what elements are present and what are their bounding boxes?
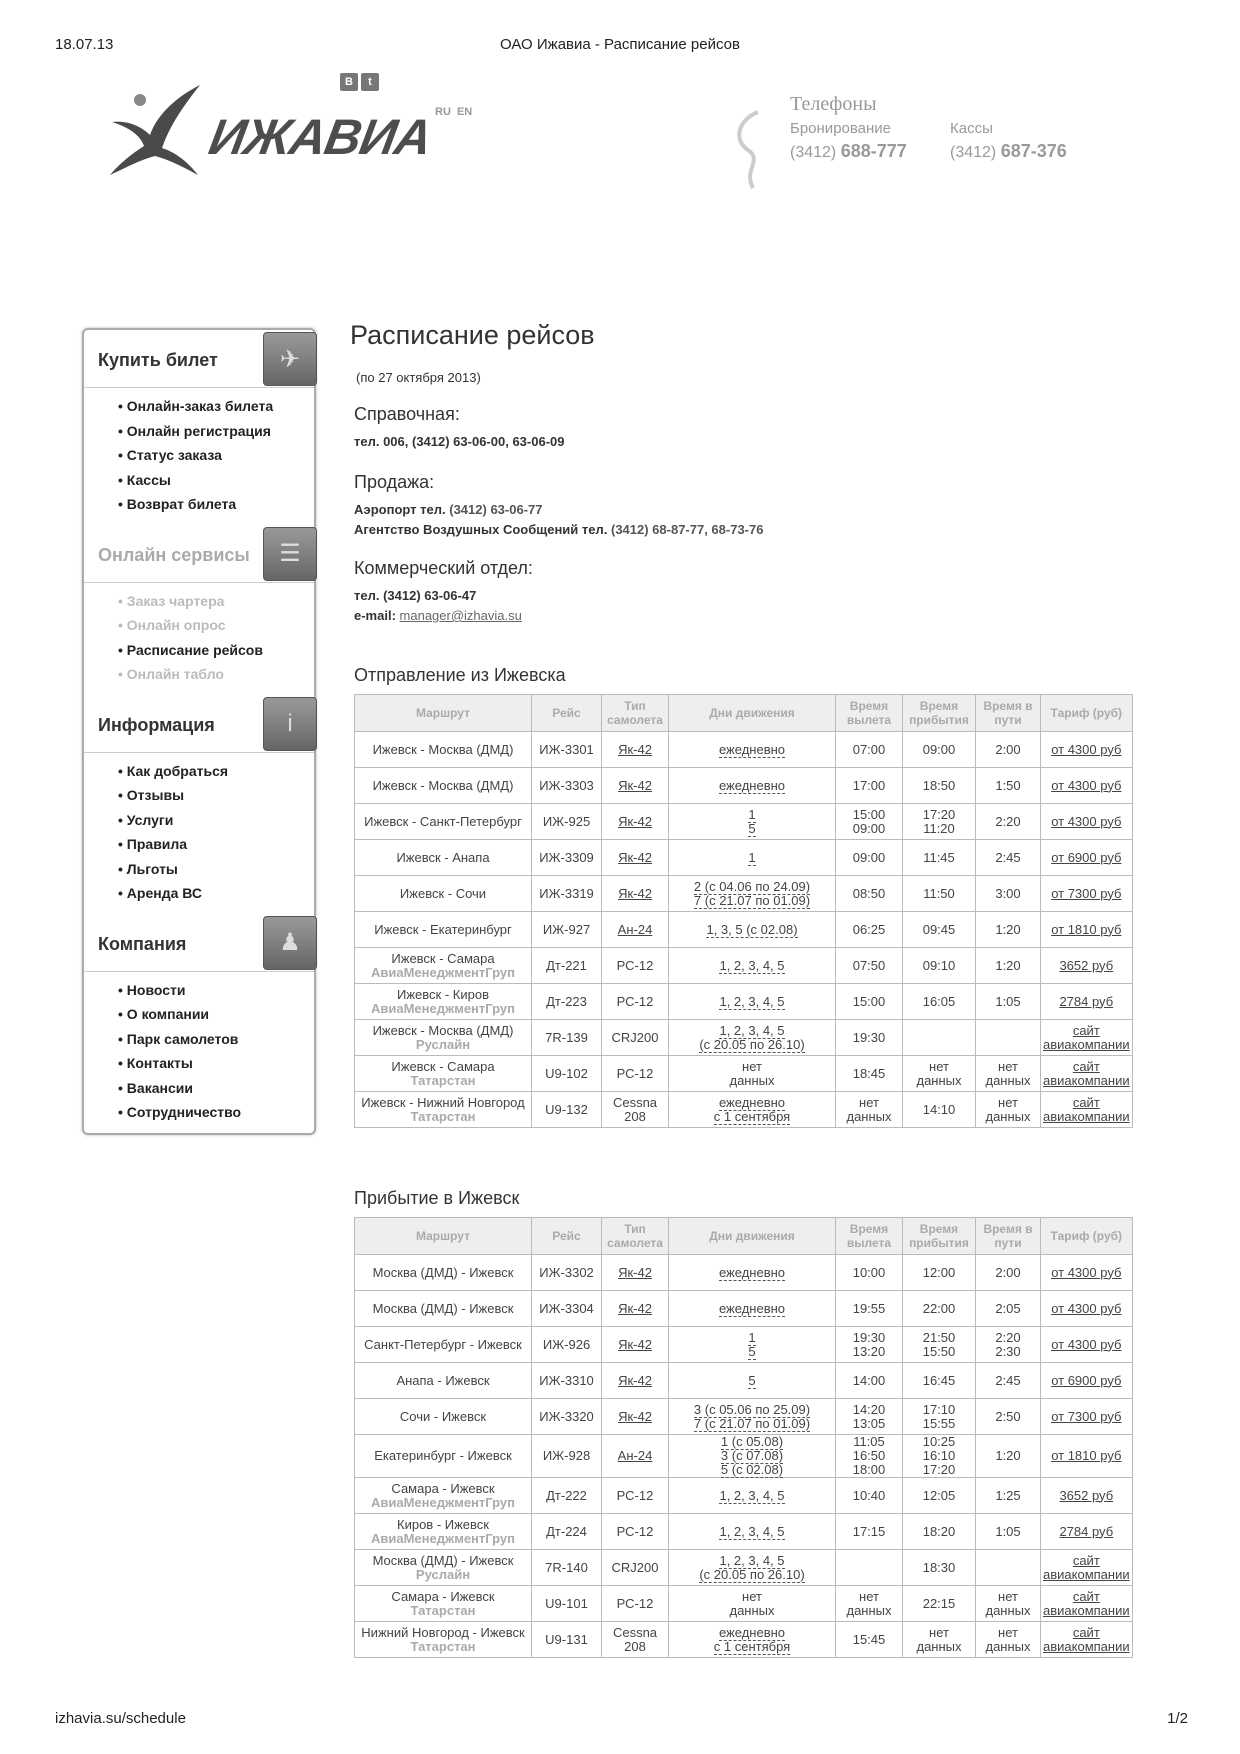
sidebar-section-header[interactable]	[84, 695, 314, 753]
table-row	[355, 984, 1133, 1020]
flight-cell: U9-101	[532, 1586, 602, 1622]
sidebar-section-header[interactable]	[84, 525, 314, 583]
email-link[interactable]: manager@izhavia.su	[399, 608, 522, 623]
sidebar-item[interactable]: • Вакансии	[118, 1076, 314, 1101]
route-cell: Самара - Ижевск Татарстан	[355, 1586, 532, 1622]
phones-title: Телефоны	[790, 93, 877, 115]
person-icon: ♟	[263, 916, 317, 970]
arr-time-cell: 10:25 16:10 17:20	[903, 1435, 976, 1478]
fare-cell[interactable]: 3652 руб	[1041, 948, 1133, 984]
aircraft-cell: Cessna 208	[602, 1092, 669, 1128]
dur-time-cell: нет данных	[976, 1622, 1041, 1658]
validity-note: (по 27 октября 2013)	[356, 370, 481, 385]
table-row	[355, 804, 1133, 840]
flight-cell: Дт-224	[532, 1514, 602, 1550]
route-cell: Ижевск - Сочи	[355, 876, 532, 912]
language-switcher	[435, 106, 475, 118]
fare-cell[interactable]: 2784 руб	[1041, 1514, 1133, 1550]
table-row	[355, 1435, 1133, 1478]
fare-cell[interactable]: сайт авиакомпании	[1041, 1586, 1133, 1622]
commercial-heading: Коммерческий отдел:	[354, 558, 533, 578]
sidebar-menu	[82, 328, 316, 1135]
flight-cell: 7R-140	[532, 1550, 602, 1586]
dur-time-cell: 1:05	[976, 1514, 1041, 1550]
column-header: Дни движения	[669, 695, 836, 732]
dep-time-cell: 09:00	[836, 840, 903, 876]
flight-cell: ИЖ-3303	[532, 768, 602, 804]
dep-time-cell: 10:00	[836, 1255, 903, 1291]
route-cell: Москва (ДМД) - Ижевск	[355, 1291, 532, 1327]
table-row	[355, 1363, 1133, 1399]
table-row	[355, 1291, 1133, 1327]
column-header: Тариф (руб)	[1041, 695, 1133, 732]
arr-time-cell	[903, 1020, 976, 1056]
dur-time-cell: 2:45	[976, 840, 1041, 876]
arr-time-cell: 17:20 11:20	[903, 804, 976, 840]
cashier-label: Кассы	[950, 120, 993, 137]
dep-time-cell: 10:40	[836, 1478, 903, 1514]
route-cell: Самара - Ижевск АвиаМенеджментГруп	[355, 1478, 532, 1514]
route-cell: Киров - Ижевск АвиаМенеджментГруп	[355, 1514, 532, 1550]
sidebar-item[interactable]: • Онлайн регистрация	[118, 419, 314, 444]
column-header: Тип самолета	[602, 695, 669, 732]
sidebar-section-header[interactable]	[84, 330, 314, 388]
fare-cell[interactable]: сайт авиакомпании	[1041, 1056, 1133, 1092]
sidebar-item[interactable]: • Статус заказа	[118, 443, 314, 468]
fare-cell[interactable]: от 4300 руб	[1041, 804, 1133, 840]
days-cell[interactable]: ежедневно с 1 сентября	[669, 1622, 836, 1658]
dur-time-cell: 2:00	[976, 732, 1041, 768]
print-page-number: 1/2	[1167, 1710, 1188, 1727]
days-cell[interactable]: 1, 2, 3, 4, 5 (с 20.05 по 26.10)	[669, 1550, 836, 1586]
aircraft-cell[interactable]: Як-42	[602, 876, 669, 912]
arr-time-cell: 11:50	[903, 876, 976, 912]
sidebar-item[interactable]: • Возврат билета	[118, 492, 314, 517]
fare-cell[interactable]: 3652 руб	[1041, 1478, 1133, 1514]
aircraft-cell: РС-12	[602, 1514, 669, 1550]
dep-time-cell: 17:15	[836, 1514, 903, 1550]
social-links	[340, 73, 379, 91]
fare-cell[interactable]: сайт авиакомпании	[1041, 1092, 1133, 1128]
days-cell[interactable]: 1, 2, 3, 4, 5	[669, 1478, 836, 1514]
aircraft-cell: РС-12	[602, 984, 669, 1020]
dur-time-cell: 2:45	[976, 1363, 1041, 1399]
route-cell: Ижевск - Самара АвиаМенеджментГруп	[355, 948, 532, 984]
flight-cell: ИЖ-925	[532, 804, 602, 840]
arr-time-cell: 17:10 15:55	[903, 1399, 976, 1435]
route-cell: Москва (ДМД) - Ижевск	[355, 1255, 532, 1291]
reference-heading: Справочная:	[354, 404, 460, 424]
sidebar-list	[84, 753, 314, 914]
sidebar-section-header[interactable]	[84, 914, 314, 972]
sidebar-section-title: Информация	[98, 714, 215, 735]
sidebar-item[interactable]: • Как добраться	[118, 759, 314, 784]
fare-cell[interactable]: от 7300 руб	[1041, 1399, 1133, 1435]
dep-time-cell: 14:20 13:05	[836, 1399, 903, 1435]
aircraft-cell[interactable]: Як-42	[602, 732, 669, 768]
column-header: Маршрут	[355, 1218, 532, 1255]
sidebar-section-title: Онлайн сервисы	[98, 544, 250, 565]
dur-time-cell	[976, 1020, 1041, 1056]
arr-time-cell: 18:30	[903, 1550, 976, 1586]
table-row	[355, 1550, 1133, 1586]
days-cell[interactable]: ежедневно	[669, 768, 836, 804]
fare-cell[interactable]: от 6900 руб	[1041, 840, 1133, 876]
route-cell: Ижевск - Нижний Новгород Татарстан	[355, 1092, 532, 1128]
booking-label: Бронирование	[790, 120, 892, 137]
arrivals-heading: Прибытие в Ижевск	[354, 1188, 520, 1208]
dep-time-cell: 18:45	[836, 1056, 903, 1092]
dur-time-cell: 1:20	[976, 912, 1041, 948]
column-header: Время вылета	[836, 1218, 903, 1255]
vk-icon[interactable]: В	[340, 73, 358, 91]
route-cell: Сочи - Ижевск	[355, 1399, 532, 1435]
dur-time-cell: 2:05	[976, 1291, 1041, 1327]
aircraft-cell: РС-12	[602, 1056, 669, 1092]
site-logo[interactable]	[110, 80, 436, 180]
sidebar-item[interactable]: • Льготы	[118, 857, 314, 882]
print-url: izhavia.su/schedule	[55, 1710, 186, 1727]
commercial-email: e-mail: manager@izhavia.su	[354, 608, 522, 623]
arr-time-cell: 18:50	[903, 768, 976, 804]
dep-time-cell	[836, 1550, 903, 1586]
dep-time-cell: 19:30 13:20	[836, 1327, 903, 1363]
dur-time-cell: 2:00	[976, 1255, 1041, 1291]
route-cell: Анапа - Ижевск	[355, 1363, 532, 1399]
dep-time-cell: нет данных	[836, 1586, 903, 1622]
arr-time-cell: 12:00	[903, 1255, 976, 1291]
aircraft-cell[interactable]: Як-42	[602, 840, 669, 876]
table-row	[355, 1622, 1133, 1658]
print-title: ОАО Ижавиа - Расписание рейсов	[500, 36, 740, 53]
days-cell[interactable]: 1, 2, 3, 4, 5 (с 20.05 по 26.10)	[669, 1020, 836, 1056]
cashier-number: (3412) 687-376	[950, 141, 1067, 161]
aircraft-cell[interactable]: Як-42	[602, 804, 669, 840]
dur-time-cell: 1:20	[976, 948, 1041, 984]
departures-table	[354, 694, 1133, 1128]
sidebar-list	[84, 583, 314, 695]
fare-cell[interactable]: сайт авиакомпании	[1041, 1020, 1133, 1056]
column-header: Время в пути	[976, 695, 1041, 732]
dur-time-cell: 1:50	[976, 768, 1041, 804]
days-cell[interactable]: 2 (с 04.06 по 24.09) 7 (с 21.07 по 01.09)	[669, 876, 836, 912]
table-row	[355, 1020, 1133, 1056]
aircraft-cell: CRJ200	[602, 1020, 669, 1056]
arr-time-cell: 22:15	[903, 1586, 976, 1622]
days-cell: нет данных	[669, 1056, 836, 1092]
aircraft-cell[interactable]: Як-42	[602, 1327, 669, 1363]
column-header: Время прибытия	[903, 1218, 976, 1255]
column-header: Время в пути	[976, 1218, 1041, 1255]
aircraft-cell[interactable]: Ан-24	[602, 912, 669, 948]
arr-time-cell: 11:45	[903, 840, 976, 876]
table-row	[355, 1478, 1133, 1514]
days-cell[interactable]: 1, 2, 3, 4, 5	[669, 1514, 836, 1550]
flight-cell: ИЖ-3309	[532, 840, 602, 876]
fare-cell[interactable]: от 6900 руб	[1041, 1363, 1133, 1399]
fare-cell[interactable]: от 4300 руб	[1041, 768, 1133, 804]
flight-cell: ИЖ-3304	[532, 1291, 602, 1327]
column-header: Дни движения	[669, 1218, 836, 1255]
route-cell: Ижевск - Самара Татарстан	[355, 1056, 532, 1092]
arr-time-cell: 16:05	[903, 984, 976, 1020]
aircraft-cell[interactable]: Як-42	[602, 768, 669, 804]
fare-cell[interactable]: сайт авиакомпании	[1041, 1550, 1133, 1586]
table-row	[355, 1327, 1133, 1363]
route-cell: Ижевск - Москва (ДМД)	[355, 732, 532, 768]
sidebar-item[interactable]: • Онлайн-заказ билета	[118, 394, 314, 419]
dur-time-cell: нет данных	[976, 1586, 1041, 1622]
departures-heading: Отправление из Ижевска	[354, 665, 566, 685]
arr-time-cell: 12:05	[903, 1478, 976, 1514]
dur-time-cell: 2:50	[976, 1399, 1041, 1435]
plane-icon: ✈	[263, 332, 317, 386]
lang-en[interactable]: EN	[456, 106, 473, 118]
dep-time-cell: 19:30	[836, 1020, 903, 1056]
dur-time-cell: 2:20 2:30	[976, 1327, 1041, 1363]
aircraft-cell: CRJ200	[602, 1550, 669, 1586]
fare-cell[interactable]: от 4300 руб	[1041, 1327, 1133, 1363]
flight-cell: ИЖ-3320	[532, 1399, 602, 1435]
flight-cell: Дт-223	[532, 984, 602, 1020]
days-cell[interactable]: ежедневно	[669, 1255, 836, 1291]
route-cell: Ижевск - Киров АвиаМенеджментГруп	[355, 984, 532, 1020]
arr-time-cell: 22:00	[903, 1291, 976, 1327]
sidebar-item[interactable]: • Правила	[118, 832, 314, 857]
days-cell[interactable]: 1	[669, 840, 836, 876]
route-cell: Ижевск - Москва (ДМД)	[355, 768, 532, 804]
commercial-phone: тел. (3412) 63-06-47	[354, 588, 477, 603]
sidebar-list	[84, 388, 314, 525]
arr-time-cell: нет данных	[903, 1056, 976, 1092]
arr-time-cell: 18:20	[903, 1514, 976, 1550]
days-cell[interactable]: ежедневно с 1 сентября	[669, 1092, 836, 1128]
twitter-icon[interactable]: t	[361, 73, 379, 91]
table-row	[355, 1092, 1133, 1128]
sidebar-section-title: Компания	[98, 933, 187, 954]
column-header: Рейс	[532, 695, 602, 732]
days-cell[interactable]: ежедневно	[669, 732, 836, 768]
print-date: 18.07.13	[55, 36, 114, 53]
sales-agency: Агентство Воздушных Сообщений тел. (3412) 68-87-77, 68-73-76	[354, 522, 764, 537]
column-header: Тип самолета	[602, 1218, 669, 1255]
page-title: Расписание рейсов	[350, 320, 595, 350]
flight-cell: ИЖ-3302	[532, 1255, 602, 1291]
dur-time-cell: нет данных	[976, 1056, 1041, 1092]
aircraft-cell[interactable]: Як-42	[602, 1255, 669, 1291]
flight-cell: Дт-221	[532, 948, 602, 984]
table-row	[355, 732, 1133, 768]
cashier-phone	[950, 120, 1067, 162]
aircraft-cell: Cessna 208	[602, 1622, 669, 1658]
dur-time-cell: 2:20	[976, 804, 1041, 840]
sidebar-item[interactable]: • О компании	[118, 1002, 314, 1027]
bird-logo-icon	[110, 80, 210, 180]
flight-cell: Дт-222	[532, 1478, 602, 1514]
days-cell[interactable]: 1 5	[669, 804, 836, 840]
column-header: Маршрут	[355, 695, 532, 732]
table-row	[355, 1056, 1133, 1092]
reference-phones: тел. 006, (3412) 63-06-00, 63-06-09	[354, 434, 565, 449]
column-header: Время прибытия	[903, 695, 976, 732]
dep-time-cell: 06:25	[836, 912, 903, 948]
sales-airport: Аэропорт тел. (3412) 63-06-77	[354, 502, 543, 517]
arr-time-cell: 09:00	[903, 732, 976, 768]
sidebar-section-title: Купить билет	[98, 350, 218, 370]
arr-time-cell: 14:10	[903, 1092, 976, 1128]
dep-time-cell: 15:00 09:00	[836, 804, 903, 840]
aircraft-cell[interactable]: Як-42	[602, 1363, 669, 1399]
dur-time-cell	[976, 1550, 1041, 1586]
table-row	[355, 768, 1133, 804]
table-row	[355, 1255, 1133, 1291]
days-cell[interactable]: 1, 3, 5 (с 02.08)	[669, 912, 836, 948]
sidebar-item[interactable]: • Контакты	[118, 1051, 314, 1076]
dur-time-cell: 1:25	[976, 1478, 1041, 1514]
dep-time-cell: 08:50	[836, 876, 903, 912]
arr-time-cell: 09:10	[903, 948, 976, 984]
column-header: Время вылета	[836, 695, 903, 732]
route-cell: Ижевск - Москва (ДМД) Руслайн	[355, 1020, 532, 1056]
route-cell: Москва (ДМД) - Ижевск Руслайн	[355, 1550, 532, 1586]
aircraft-cell: РС-12	[602, 1586, 669, 1622]
dep-time-cell: 15:45	[836, 1622, 903, 1658]
column-header: Тариф (руб)	[1041, 1218, 1133, 1255]
flight-cell: U9-131	[532, 1622, 602, 1658]
arr-time-cell: 09:45	[903, 912, 976, 948]
sidebar-item[interactable]: • Аренда ВС	[118, 881, 314, 906]
route-cell: Ижевск - Санкт-Петербург	[355, 804, 532, 840]
fare-cell[interactable]: от 4300 руб	[1041, 1255, 1133, 1291]
sidebar-item[interactable]: • Онлайн опрос	[118, 613, 314, 638]
list-icon: ☰	[263, 527, 317, 581]
sidebar-item[interactable]: • Парк самолетов	[118, 1027, 314, 1052]
sidebar-item[interactable]: • Расписание рейсов	[118, 638, 314, 663]
days-cell[interactable]: 5	[669, 1363, 836, 1399]
fare-cell[interactable]: от 4300 руб	[1041, 732, 1133, 768]
sales-heading: Продажа:	[354, 472, 435, 492]
flight-cell: U9-102	[532, 1056, 602, 1092]
dep-time-cell: нет данных	[836, 1092, 903, 1128]
days-cell[interactable]: 1, 2, 3, 4, 5	[669, 984, 836, 1020]
flight-cell: U9-132	[532, 1092, 602, 1128]
info-icon: i	[263, 697, 317, 751]
flight-cell: ИЖ-3310	[532, 1363, 602, 1399]
aircraft-cell[interactable]: Ан-24	[602, 1435, 669, 1478]
arr-time-cell: 16:45	[903, 1363, 976, 1399]
dep-time-cell: 07:00	[836, 732, 903, 768]
dep-time-cell: 11:05 16:50 18:00	[836, 1435, 903, 1478]
table-row	[355, 876, 1133, 912]
logo-text: ИЖАВИА	[205, 109, 436, 165]
table-row	[355, 1514, 1133, 1550]
days-cell[interactable]: 1 (с 05.08) 3 (с 07.08) 5 (с 02.08)	[669, 1435, 836, 1478]
dep-time-cell: 15:00	[836, 984, 903, 1020]
column-header: Рейс	[532, 1218, 602, 1255]
dep-time-cell: 19:55	[836, 1291, 903, 1327]
sidebar-item[interactable]: • Отзывы	[118, 783, 314, 808]
dur-time-cell: 1:20	[976, 1435, 1041, 1478]
dep-time-cell: 07:50	[836, 948, 903, 984]
days-cell[interactable]: 3 (с 05.06 по 25.09) 7 (с 21.07 по 01.09)	[669, 1399, 836, 1435]
flight-cell: ИЖ-926	[532, 1327, 602, 1363]
phone-cord-icon	[728, 110, 778, 190]
sidebar-item[interactable]: • Услуги	[118, 808, 314, 833]
booking-phone	[790, 120, 907, 162]
dur-time-cell: 1:05	[976, 984, 1041, 1020]
sidebar-item[interactable]: • Онлайн табло	[118, 662, 314, 687]
fare-cell[interactable]: от 1810 руб	[1041, 912, 1133, 948]
table-header-row	[355, 695, 1133, 732]
flight-cell: ИЖ-927	[532, 912, 602, 948]
dep-time-cell: 17:00	[836, 768, 903, 804]
booking-number: (3412) 688-777	[790, 141, 907, 161]
route-cell: Санкт-Петербург - Ижевск	[355, 1327, 532, 1363]
flight-cell: ИЖ-3319	[532, 876, 602, 912]
fare-cell[interactable]: 2784 руб	[1041, 984, 1133, 1020]
flight-cell: ИЖ-928	[532, 1435, 602, 1478]
table-row	[355, 912, 1133, 948]
fare-cell[interactable]: от 4300 руб	[1041, 1291, 1133, 1327]
aircraft-cell: РС-12	[602, 948, 669, 984]
table-row	[355, 948, 1133, 984]
arrivals-table	[354, 1217, 1133, 1658]
route-cell: Ижевск - Анапа	[355, 840, 532, 876]
route-cell: Ижевск - Екатеринбург	[355, 912, 532, 948]
aircraft-cell: РС-12	[602, 1478, 669, 1514]
route-cell: Нижний Новгород - Ижевск Татарстан	[355, 1622, 532, 1658]
sidebar-item[interactable]: • Сотрудничество	[118, 1100, 314, 1125]
dur-time-cell: 3:00	[976, 876, 1041, 912]
route-cell: Екатеринбург - Ижевск	[355, 1435, 532, 1478]
table-header-row	[355, 1218, 1133, 1255]
sidebar-item[interactable]: • Кассы	[118, 468, 314, 493]
fare-cell[interactable]: от 7300 руб	[1041, 876, 1133, 912]
aircraft-cell[interactable]: Як-42	[602, 1399, 669, 1435]
dep-time-cell: 14:00	[836, 1363, 903, 1399]
arr-time-cell: нет данных	[903, 1622, 976, 1658]
sidebar-item[interactable]: • Заказ чартера	[118, 589, 314, 614]
table-row	[355, 1586, 1133, 1622]
days-cell: нет данных	[669, 1586, 836, 1622]
arr-time-cell: 21:50 15:50	[903, 1327, 976, 1363]
flight-cell: 7R-139	[532, 1020, 602, 1056]
days-cell[interactable]: 1, 2, 3, 4, 5	[669, 948, 836, 984]
fare-cell[interactable]: от 1810 руб	[1041, 1435, 1133, 1478]
aircraft-cell[interactable]: Як-42	[602, 1291, 669, 1327]
flight-cell: ИЖ-3301	[532, 732, 602, 768]
table-row	[355, 840, 1133, 876]
dur-time-cell: нет данных	[976, 1092, 1041, 1128]
sidebar-item[interactable]: • Новости	[118, 978, 314, 1003]
table-row	[355, 1399, 1133, 1435]
sidebar-list	[84, 972, 314, 1133]
days-cell[interactable]: ежедневно	[669, 1291, 836, 1327]
lang-ru[interactable]: RU	[435, 106, 451, 118]
fare-cell[interactable]: сайт авиакомпании	[1041, 1622, 1133, 1658]
days-cell[interactable]: 1 5	[669, 1327, 836, 1363]
